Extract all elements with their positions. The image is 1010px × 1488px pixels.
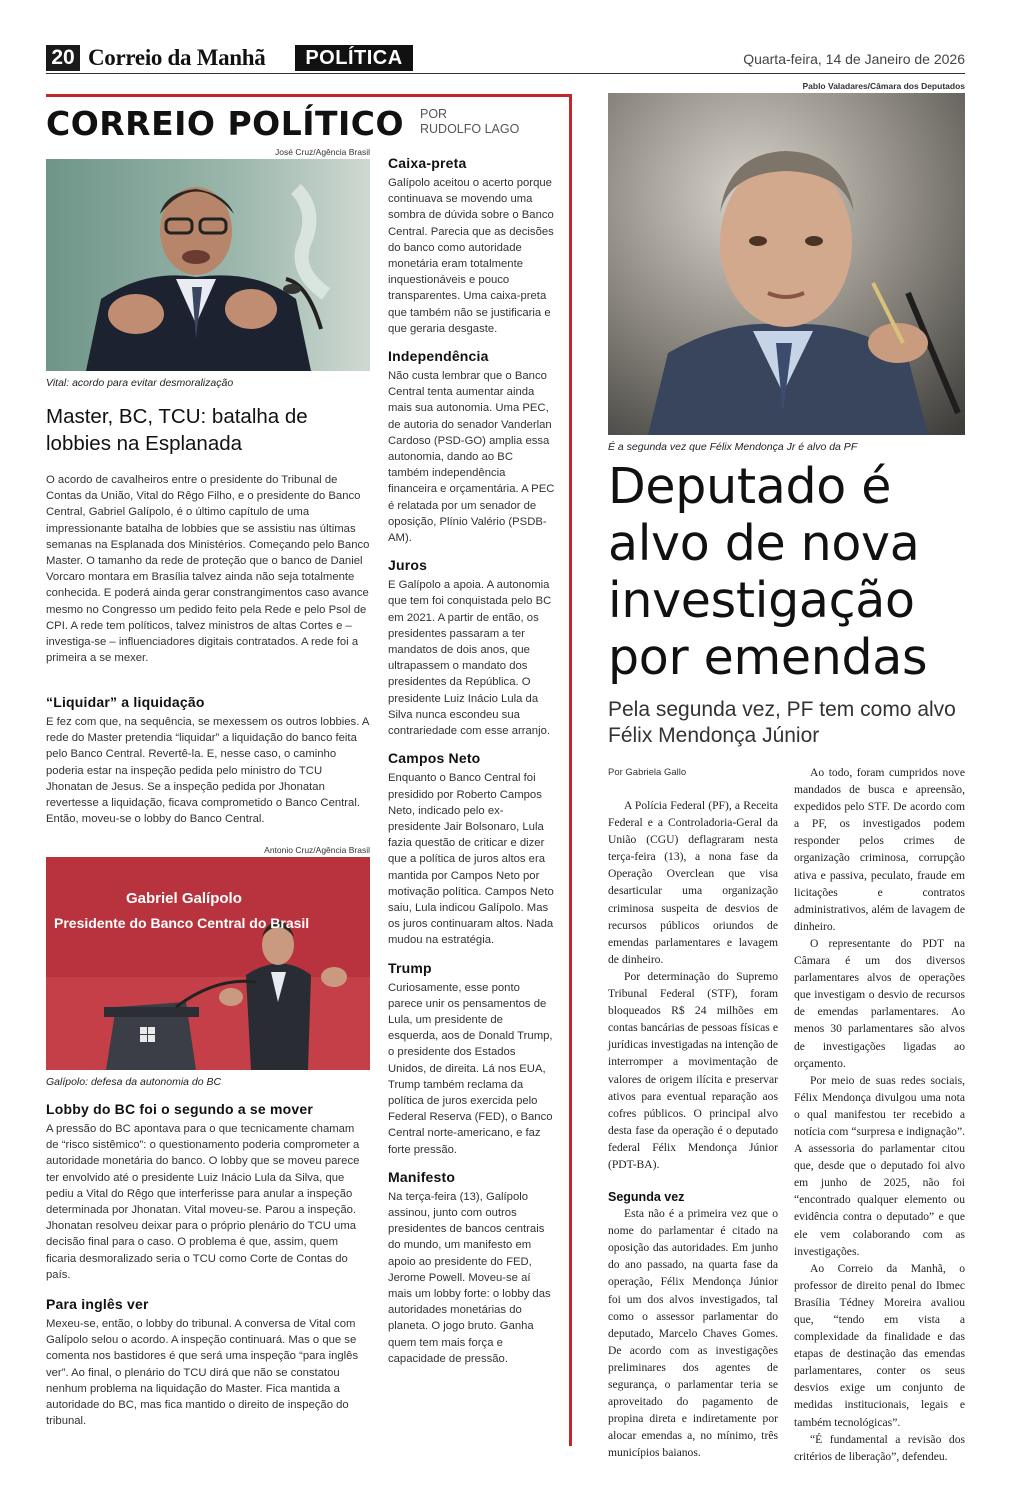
photo-felix [608, 93, 965, 435]
subhead: Campos Neto [388, 750, 481, 767]
subhead-lobby: Lobby do BC foi o segundo a se mover [46, 1101, 313, 1117]
article-byline: Por Gabriela Gallo [608, 767, 687, 778]
section-text: Curiosamente, esse ponto parece unir os pensamentos de Lula, um presidente de esquerda, aos de Donald Trump, o presidente dos Estados Unidos, de direita. Lá nos EUA, Trump também reclama da política de juros exercida pelo Federal Reserva (FED), o Banco Central norte-americano, e faz forte pressão. [388, 981, 553, 1156]
section-manifesto [388, 1168, 556, 1367]
section-text: Enquanto o Banco Central foi presidido por Roberto Campos Neto, indicado pelo ex-presidente Jair Bolsonaro, Lula fazia questão de criticar e dizer que a política de juros altos era mantida por Campos Neto por motivação política. Campos Neto saiu, Lula indicou Galípolo. Mas os juros continuaram altos. Nada mudou na estratégia. [388, 772, 554, 947]
photo-felix-image [608, 93, 965, 435]
header-divider [46, 73, 965, 74]
paragraph: Ao Correio da Manhã, o professor de direito penal do Ibmec Brasília Tédney Moreira avaliou que, “tendo em vista a complexidade da finalidade e das etapas de destinação das emendas parlamentares, conter os seus desvios exige um conjunto de medidas institucionais, legais e também tecnológicas”. [794, 1261, 965, 1429]
paragraph: Esta não é a primeira vez que o nome do parlamentar é citado na oposição das autoridades. Em junho do ano passado, na quarta fase da operação, Félix Mendonça Júnior foi um dos alvos investigados, tal como o assessor parlamentar do deputado, Marcelo Chaves Gomes. De acordo com as investigações preliminares dos agentes de segurança, o parlamentar teria se aproveitado do pagamento de propina direta e indiretamente por alocar emendas a, no mínimo, três municípios baianos. [608, 1207, 778, 1460]
paragraph: Por determinação do Supremo Tribunal Federal (STF), foram bloqueados R$ 24 milhões em contas bancárias de pessoas físicas e jurídicas investigadas na intenção de interromper a movimentação de valores de origem ilícita e preservar ativos para eventual reparação aos cofres públicos. O principal alvo desta fase da operação é o deputado federal Félix Mendonça Júnior (PDT-BA). [608, 969, 778, 1171]
column-title: CORREIO POLÍTICO [46, 104, 405, 143]
column-frame-right [569, 94, 572, 1446]
byline-label: POR [420, 107, 448, 121]
subhead: Caixa-preta [388, 155, 467, 171]
column-headline: Master, BC, TCU: batalha de lobbies na Esplanada [46, 405, 308, 455]
subhead: Independência [388, 348, 489, 365]
article-column-2 [794, 764, 965, 1465]
article-subhead: Pela segunda vez, PF tem como alvo Félix Mendonça Júnior [608, 698, 956, 747]
section-juros [388, 556, 556, 739]
page-number: 20 [46, 45, 80, 71]
section-campos-neto [388, 749, 556, 948]
text-liquidar: E fez com que, na sequência, se mexessem os outros lobbies. A rede do Master pretendia “liquidar” a liquidação do banco feita pelo Banco Central. Revertê-la. E, nesse caso, o caminho poderia estar na inspeção pedida pelo ministro do TCU Jhonatan de Jesus. Se a inspeção pedida por Jhonatan revertesse a liquidação, ficava comprometido o Banco Central. Então, moveu-se o lobby do Banco Central. [46, 716, 369, 826]
section-label: POLÍTICA [295, 45, 413, 71]
photo-banner-role: Presidente do Banco Central do Brasil [54, 915, 310, 931]
photo-credit: Antonio Cruz/Agência Brasil [264, 845, 370, 855]
masthead: Correio da Manhã [88, 45, 266, 70]
text-lobby: A pressão do BC apontava para o que tecnicamente chamam de “risco sistêmico”: o questionamento poderia comprometer a autoridade monetária do banco. O lobby que se moveu parece ter envolvido até o presidente Luiz Inácio Lula da Silva, que pediu a Vital do Rêgo que interferisse para anular a inspeção determinada por Jhonatan. Vital moveu-se. Parou a inspeção. Jhonatan resolveu deixar para o próprio plenário do TCU uma decisão final para o caso. O problema é que, assim, quem ficaria desmoralizado seria o TCU como Corte de Contas do país. [46, 1123, 360, 1281]
paragraph: A Polícia Federal (PF), a Receita Federal e a Controladoria-Geral da União (CGU) deflagraram nesta terça-feira (13), a nona fase da Operação Overclean que visa desarticular uma organização criminosa suspeita de desvios de recursos públicos oriundos de emendas parlamentares e lavagem de dinheiro. [608, 799, 778, 966]
paragraph: “É fundamental a revisão dos critérios de liberação”, defendeu. [794, 1432, 965, 1463]
subhead-ingles: Para inglês ver [46, 1296, 149, 1312]
subhead: Juros [388, 557, 428, 574]
photo-vital-image [46, 159, 370, 371]
photo-galipolo [46, 857, 370, 1070]
photo-vital [46, 159, 370, 371]
section-independencia [388, 347, 556, 546]
subhead: Manifesto [388, 1168, 456, 1185]
article-headline: Deputado é alvo de nova investigação por emendas [608, 458, 928, 686]
subhead-segunda-vez: Segunda vez [608, 1190, 685, 1205]
section-text: Não custa lembrar que o Banco Central tenta aumentar ainda mais sua autonomia. Uma PEC, de autoria do senador Vanderlan Cardoso (PSD-GO) amplia essa autonomia, dando ao BC também independência financeira e orçamentária. A PEC é relatada por um senador de oposição, Plínio Valério (PSDB-AM). [388, 370, 555, 545]
byline-name: RUDOLFO LAGO [420, 122, 520, 136]
subhead: Trump [388, 959, 432, 976]
photo-caption: Galípolo: defesa da autonomia do BC [46, 1076, 222, 1088]
column-frame-top [46, 94, 572, 97]
section-text: Na terça-feira (13), Galípolo assinou, junto com outros presidentes de bancos centrais do mundo, um manifesto em apoio ao presidente do FED, Jerome Powell. Moveu-se aí mais um lobby forte: o lobby das autoridades monetárias do planeta. O jogo bruto. Ganha quem tem mais força e capacidade de pressão. [388, 1190, 551, 1365]
article-column-1 [608, 797, 778, 1461]
paragraph: O representante do PDT na Câmara é um dos diversos parlamentares alvos de operações que investigam o desvio de recursos de emendas parlamentares. Ao menos 30 parlamentares são alvos de investigações ligadas ao orçamento. [794, 936, 965, 1070]
section-text: E Galípolo a apoia. A autonomia que tem foi conquistada pelo BC em 2021. A partir de então, os presidentes passaram a ter mandatos de dois anos, que ultrapassem o mandato dos presidentes da República. O presidente Luiz Inácio Lula da Silva nunca escondeu sua contrariedade com esse arranjo. [388, 579, 552, 738]
section-caixa-preta [388, 154, 556, 337]
column-intro: O acordo de cavalheiros entre o presidente do Tribunal de Contas da União, Vital do Rêgo Filho, e o presidente do Banco Central, Gabriel Galípolo, é o último capítulo de uma impressionante batalha de lobbies que se assistiu nas últimas semanas na Esplanada dos Ministérios. Começando pelo Banco Master. O tamanho da rede de proteção que o banco de Daniel Vorcaro montara em Brasília talvez ainda não seja totalmente conhecida. E poderá ainda gerar constrangimentos caso avance mesmo no Congresso um pedido feito pela Rede e pelo Psol de CPI. A rede tem políticos, talvez ministros de altas Cortes e – investiga-se – influenciadores digitais contratados. A rede foi a primeira a se mexer. [46, 474, 370, 665]
photo-credit: José Cruz/Agência Brasil [275, 147, 370, 157]
photo-caption: É a segunda vez que Félix Mendonça Jr é alvo da PF [608, 441, 858, 453]
section-text: Galípolo aceitou o acerto porque continuava se movendo uma sombra de dúvida sobre o Banco Central. Parecia que as decisões do banco como autoridade monetária eram totalmente inquestionáveis e pouco transparentes. Uma caixa-preta que também não se justificaria e que geraria desgaste. [388, 177, 554, 335]
paragraph: Ao todo, foram cumpridos nove mandados de busca e apreensão, expedidos pelo STF. De acordo com a PF, os investigados podem responder pelos crimes de organização criminosa, corrupção ativa e passiva, peculato, fraude em licitações e contratos administrativos, além de lavagem de dinheiro. [794, 766, 965, 933]
column-right-sections [388, 148, 556, 1367]
issue-date: Quarta-feira, 14 de Janeiro de 2026 [743, 51, 965, 67]
photo-banner-name: Gabriel Galípolo [126, 890, 242, 907]
section-trump [388, 959, 556, 1158]
paragraph: Por meio de suas redes sociais, Félix Mendonça divulgou uma nota o qual manifestou ter recebido a notícia com “surpresa e indignação”. A assessoria do parlamentar citou que, desde que o deputado foi alvo em junho de 2025, não foi “encontrado qualquer elemento ou evidência contra o deputado” e que ele vem colaborando com as investigações. [794, 1073, 965, 1258]
photo-credit: Pablo Valadares/Câmara dos Deputados [802, 81, 965, 91]
subhead-liquidar: “Liquidar” a liquidação [46, 694, 205, 710]
text-ingles: Mexeu-se, então, o lobby do tribunal. A conversa de Vital com Galípolo selou o acordo. A inspeção continuará. Mas o que se comenta nos bastidores é que será uma inspeção “para inglês ver”. Ao final, o plenário do TCU dirá que não se constatou nenhum problema na liquidação do Master. Fica mantida a autoridade do BC, mas fica mantido o direito de inspeção do tribunal. [46, 1318, 359, 1428]
photo-caption: Vital: acordo para evitar desmoralização [46, 377, 234, 389]
